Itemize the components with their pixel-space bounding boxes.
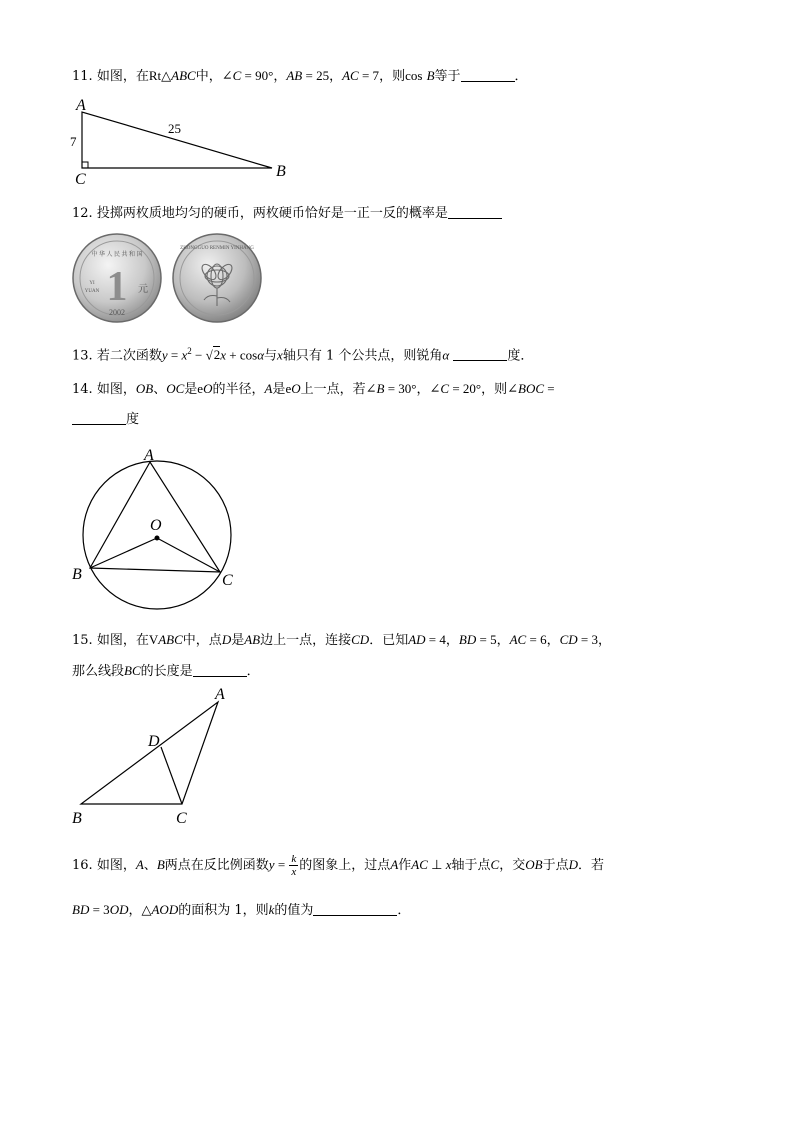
svg-text:中 华 人 民 共 和 国: 中 华 人 民 共 和 国 <box>91 252 143 258</box>
segment-cd <box>161 747 182 804</box>
answer-blank[interactable] <box>72 411 126 425</box>
svg-text:元: 元 <box>138 284 148 295</box>
coin-heads <box>73 234 161 322</box>
answer-blank[interactable] <box>193 663 247 677</box>
answer-blank[interactable] <box>453 347 507 361</box>
label-side-ac: 7 <box>70 134 77 149</box>
question-11-text: 11. 如图，在Rt△ABC中，∠C = 90°，AB = 25，AC = 7，则cos B等于 ． <box>72 68 528 84</box>
label-c: C <box>176 810 187 827</box>
coin-year: 2002 <box>109 308 125 317</box>
label-o: O <box>150 517 162 534</box>
triangle-abc <box>81 702 218 804</box>
label-a: A <box>144 447 154 464</box>
question-14-text: 14. 如图，OB、OC是eO的半径，A是eO上一点，若∠B = 30°，∠C = 20°，则∠BOC = <box>72 381 555 397</box>
label-c: C <box>75 171 86 188</box>
question-12-text: 12. 投掷两枚质地均匀的硬币，两枚硬币恰好是一正一反的概率是 <box>72 205 502 223</box>
label-a: A <box>76 97 86 114</box>
coin-digit: 1 <box>106 264 128 310</box>
svg-text:YI: YI <box>89 281 95 286</box>
question-16-text: 16. 如图，A、B两点在反比例函数y = $\frac{k}{x}$ 的图象上，过点A作AC ⊥ x轴于点C，交OB于点D．若 <box>72 853 604 878</box>
label-b: B <box>72 566 82 583</box>
label-side-ab: 25 <box>168 121 181 136</box>
center-point <box>155 536 160 541</box>
figure-circle <box>64 440 254 620</box>
coin-tails <box>173 234 261 322</box>
svg-text:ZHONGGUO RENMIN YINHANG: ZHONGGUO RENMIN YINHANG <box>180 246 254 251</box>
answer-blank[interactable] <box>448 205 502 219</box>
figure-triangle-abcd <box>64 684 244 830</box>
label-d: D <box>148 733 160 750</box>
question-13-text: 13. 若二次函数$y = x^2 - √2x + \cos\alpha$与x轴只有 1 个公共点，则锐角α 度． <box>72 346 534 364</box>
right-angle-mark <box>82 162 88 168</box>
figure-right-triangle <box>64 96 304 190</box>
label-a: A <box>215 686 225 703</box>
question-15-line2: 那么线段BC的长度是 ． <box>72 663 260 679</box>
question-14-line2: 度 <box>72 411 139 429</box>
label-c: C <box>222 572 233 589</box>
circle-o <box>83 461 231 609</box>
answer-blank[interactable] <box>313 902 397 916</box>
figure-coins <box>70 232 270 326</box>
question-16-line2: BD = 3OD，△AOD的面积为 1，则k的值为 ． <box>72 902 411 918</box>
label-b: B <box>72 810 82 827</box>
svg-text:YUAN: YUAN <box>84 289 100 294</box>
answer-blank[interactable] <box>461 68 515 82</box>
label-b: B <box>276 163 286 180</box>
question-15-text: 15. 如图，在VABC中，点D是AB边上一点，连接CD．已知AD = 4，BD = 5，AC = 6，CD = 3， <box>72 632 612 648</box>
radii-ob-oc <box>90 538 220 572</box>
